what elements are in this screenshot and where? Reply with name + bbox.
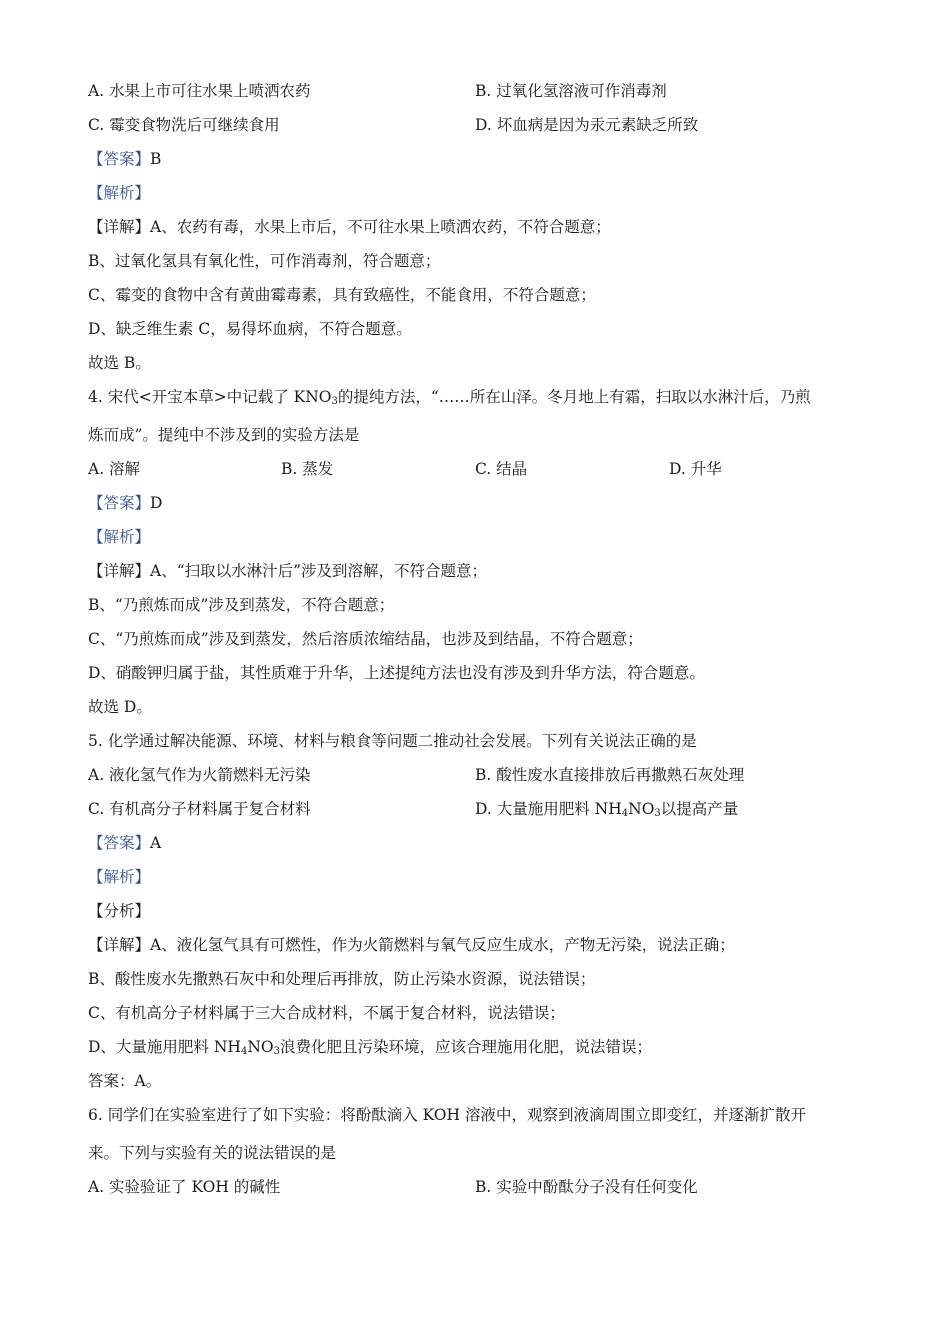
- q5-answer: [88, 833, 161, 853]
- q4-stem-line-2: 炼而成”。提纯中不涉及到的实验方法是: [88, 426, 360, 444]
- answer-value: B: [150, 150, 162, 168]
- q4-option-b: B. 蒸发: [281, 460, 334, 478]
- q5-detail-4: D、大量施用肥料 $NH_4NO_3$浪费化肥且污染环境，应该合理施用化肥，说法错误；: [88, 1038, 652, 1057]
- q6-stem-line-1: 6. 同学们在实验室进行了如下实验：将酚酞滴入 KOH 溶液中，观察到液滴周围立即变红，并逐渐扩散开: [88, 1106, 806, 1124]
- q3-options-row-1: [88, 81, 667, 101]
- q4-stem-line-1: 4. 宋代<开宝本草>中记载了 $KNO_3$的提纯方法，“……所在山泽。冬月地上有霜，扫取以水淋汁后，乃煎: [88, 388, 811, 407]
- q6-options-row-1: [88, 1177, 698, 1197]
- q6-stem-line-2: 来。下列与实验有关的说法错误的是: [88, 1144, 337, 1162]
- q5-option-b: B. 酸性废水直接排放后再撒熟石灰处理: [475, 766, 745, 784]
- q5-stem: 5. 化学通过解决能源、环境、材料与粮食等问题二推动社会发展。下列有关说法正确的是: [88, 732, 697, 750]
- q5-detail-1: 【详解】A、液化氢气具有可燃性，作为火箭燃料与氧气反应生成水，产物无污染，说法正确；: [88, 936, 735, 954]
- q3-detail-2: B、过氧化氢具有氧化性，可作消毒剂，符合题意；: [88, 252, 441, 270]
- q3-detail-1: 【详解】A、农药有毒，水果上市后，不可往水果上喷洒农药，不符合题意；: [88, 218, 611, 236]
- q5-detail-3: C、有机高分子材料属于三大合成材料，不属于复合材料，说法错误；: [88, 1004, 565, 1022]
- q4-analysis-tag: 【解析】: [88, 528, 151, 546]
- q5-fenxi-tag: 【分析】: [88, 902, 151, 920]
- q3-option-b: B. 过氧化氢溶液可作消毒剂: [475, 82, 667, 100]
- q3-detail-4: D、缺乏维生素 C，易得坏血病，不符合题意。: [88, 320, 412, 338]
- q4-option-d: D. 升华: [669, 460, 722, 478]
- q3-options-row-2: [88, 115, 699, 135]
- q4-answer: [88, 493, 162, 513]
- q4-option-c: C. 结晶: [475, 460, 528, 478]
- answer-value: A: [150, 834, 162, 852]
- answer-tag: 【答案】: [88, 494, 151, 512]
- q3-option-c: C. 霉变食物洗后可继续食用: [88, 116, 280, 134]
- q5-option-d: D. 大量施用肥料 $NH_4NO_3$以提高产量: [475, 800, 739, 819]
- answer-tag: 【答案】: [88, 150, 151, 168]
- answer-value: D: [150, 494, 163, 512]
- q3-option-a: A. 水果上市可往水果上喷洒农药: [88, 82, 311, 100]
- q6-option-b: B. 实验中酚酞分子没有任何变化: [475, 1178, 698, 1196]
- q5-option-a: A. 液化氢气作为火箭燃料无污染: [88, 766, 311, 784]
- q5-options-row-1: [88, 765, 745, 785]
- q5-options-row-2: [88, 799, 739, 819]
- q3-detail-3: C、霉变的食物中含有黄曲霉毒素，具有致癌性，不能食用，不符合题意；: [88, 286, 596, 304]
- q4-conclusion: 故选 D。: [88, 698, 152, 716]
- q4-detail-1: 【详解】A、“扫取以水淋汁后”涉及到溶解，不符合题意；: [88, 562, 488, 580]
- q4-option-a: A. 溶解: [88, 460, 141, 478]
- q3-analysis-tag: 【解析】: [88, 184, 151, 202]
- q3-answer: [88, 149, 161, 169]
- q5-conclusion: 答案：A。: [88, 1072, 162, 1090]
- q6-option-a: A. 实验验证了 KOH 的碱性: [88, 1178, 281, 1196]
- q4-detail-3: C、“乃煎炼而成”涉及到蒸发，然后溶质浓缩结晶，也涉及到结晶，不符合题意；: [88, 630, 643, 648]
- q4-detail-4: D、硝酸钾归属于盐，其性质难于升华，上述提纯方法也没有涉及到升华方法，符合题意。: [88, 664, 705, 682]
- q3-conclusion: 故选 B。: [88, 354, 151, 372]
- q4-detail-2: B、“乃煎炼而成”涉及到蒸发，不符合题意；: [88, 596, 395, 614]
- q5-analysis-tag: 【解析】: [88, 868, 151, 886]
- q4-options-row: [88, 459, 868, 479]
- q5-detail-2: B、酸性废水先撒熟石灰中和处理后再排放，防止污染水资源，说法错误；: [88, 970, 596, 988]
- q5-option-c: C. 有机高分子材料属于复合材料: [88, 800, 311, 818]
- q3-option-d: D. 坏血病是因为汞元素缺乏所致: [475, 116, 699, 134]
- answer-tag: 【答案】: [88, 834, 151, 852]
